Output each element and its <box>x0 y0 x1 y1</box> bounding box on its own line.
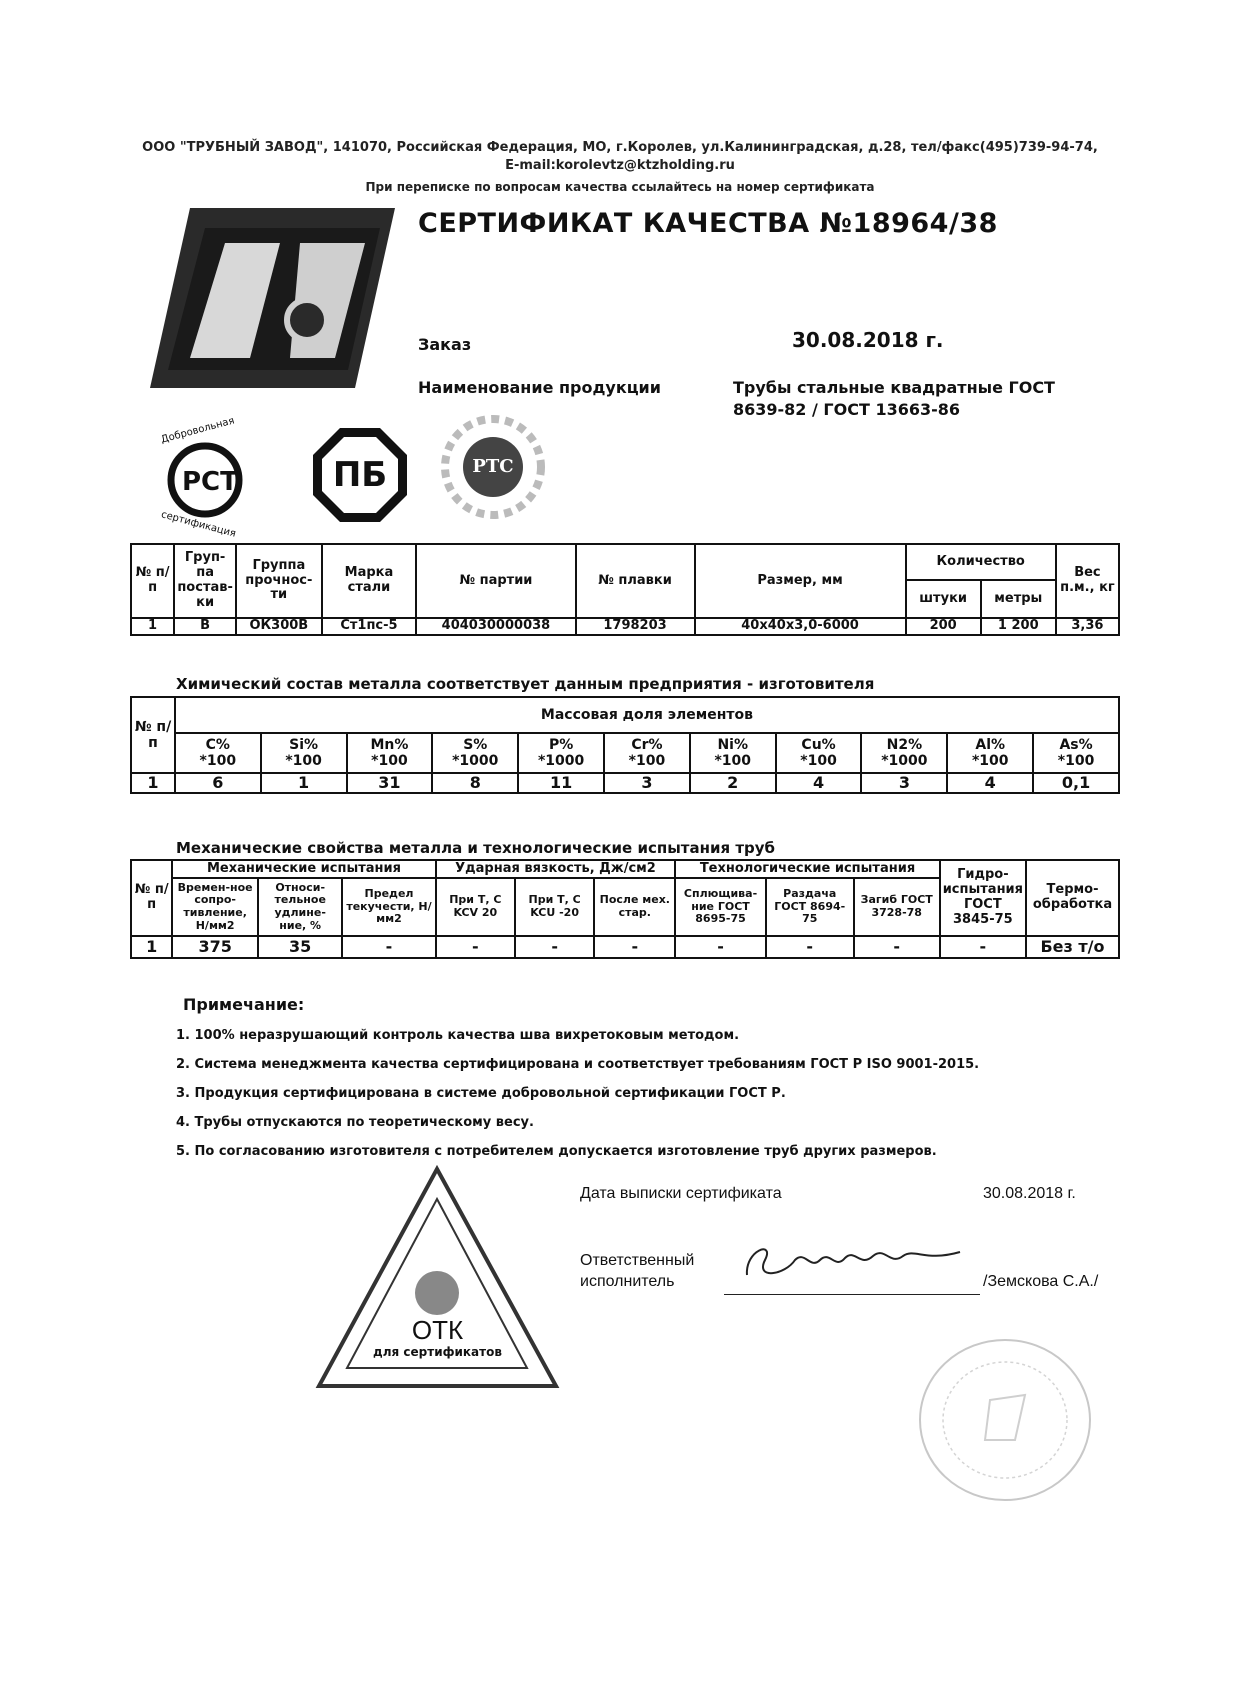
chem-val-si: 1 <box>261 773 347 793</box>
order-date: 30.08.2018 г. <box>792 328 944 352</box>
mech-group-mechanical: Механические испытания <box>172 860 435 878</box>
mech-col-flattening: Сплющива-ние ГОСТ 8695-75 <box>675 878 765 936</box>
el-unit: *100 <box>285 753 322 769</box>
mech-col-tensile: Времен-ное сопро-тивление, Н/мм2 <box>172 878 258 936</box>
chem-el-n2 <box>861 733 947 773</box>
table-row <box>131 618 1119 635</box>
chem-val-al: 4 <box>947 773 1033 793</box>
el-unit: *1000 <box>452 753 499 769</box>
mech-val-yield: - <box>342 936 435 958</box>
note-item: 3. Продукция сертифицирована в системе добровольной сертификации ГОСТ Р. <box>176 1086 786 1101</box>
chem-el-al <box>947 733 1033 773</box>
mech-val-tensile: 375 <box>172 936 258 958</box>
cell-size: 40х40х3,0-6000 <box>695 618 906 635</box>
cell-steel: Ст1пс-5 <box>322 618 417 635</box>
cell-pieces: 200 <box>906 618 981 635</box>
chem-mass-header: Массовая доля элементов <box>175 697 1119 733</box>
el-name: Ni% <box>717 736 749 753</box>
company-logo <box>150 208 395 388</box>
mech-val-kcu: - <box>515 936 594 958</box>
mech-title: Механические свойства металла и технологические испытания труб <box>176 839 775 857</box>
chem-val-n2: 3 <box>861 773 947 793</box>
certificate-title: СЕРТИФИКАТ КАЧЕСТВА №18964/38 <box>418 208 998 239</box>
product-label: Наименование продукции <box>418 378 661 397</box>
el-unit: *100 <box>371 753 408 769</box>
el-unit: *100 <box>199 753 237 769</box>
el-name: Cr% <box>631 736 663 753</box>
rtc-text: РТС <box>472 456 514 477</box>
table-row <box>131 936 1119 958</box>
el-name: Si% <box>289 736 319 753</box>
otk-subtext: для сертификатов <box>373 1345 502 1359</box>
order-label: Заказ <box>418 335 472 354</box>
el-name: S% <box>463 736 488 753</box>
chem-col-num: № п/п <box>131 697 175 773</box>
chem-val-p: 11 <box>518 773 604 793</box>
mech-col-num: № п/п <box>131 860 172 936</box>
el-name: Al% <box>975 736 1006 753</box>
mech-val-hydro: - <box>940 936 1026 958</box>
col-delivery-group: Груп-па постав-ки <box>174 544 236 618</box>
el-name: P% <box>548 736 574 753</box>
cell-num: 1 <box>131 618 174 635</box>
chem-val-c: 6 <box>175 773 261 793</box>
el-name: С% <box>205 736 230 753</box>
col-steel-grade: Марка стали <box>322 544 417 618</box>
cell-melt: 1798203 <box>576 618 695 635</box>
chem-el-s <box>432 733 518 773</box>
cell-strength: ОК300В <box>236 618 322 635</box>
mech-col-aging: После мех. стар. <box>594 878 675 936</box>
product-name-line1: Трубы стальные квадратные ГОСТ <box>733 378 1055 397</box>
col-pieces: штуки <box>906 580 981 618</box>
el-unit: *1000 <box>537 753 585 769</box>
mech-col-heat: Термо-обработка <box>1026 860 1119 936</box>
mech-col-hydro: Гидро-испытания ГОСТ 3845-75 <box>940 860 1026 936</box>
correspondence-note: При переписке по вопросам качества ссылайтесь на номер сертификата <box>365 180 875 194</box>
table-row <box>131 773 1119 793</box>
col-lot-number: № партии <box>416 544 575 618</box>
mech-val-kcv: - <box>436 936 515 958</box>
company-seal <box>915 1335 1095 1505</box>
chem-val-mn: 31 <box>347 773 433 793</box>
mech-group-tech: Технологические испытания <box>675 860 939 878</box>
otk-stamp <box>315 1165 560 1390</box>
responsible-label-2: исполнитель <box>580 1273 675 1290</box>
el-unit: *1000 <box>881 753 928 769</box>
mech-val-heat: Без т/о <box>1026 936 1119 958</box>
chem-row-num: 1 <box>131 773 175 793</box>
mech-val-flattening: - <box>675 936 765 958</box>
chem-el-mn <box>347 733 433 773</box>
mech-col-yield: Предел текучести, Н/мм2 <box>342 878 435 936</box>
chem-val-cr: 3 <box>604 773 690 793</box>
company-address: ООО "ТРУБНЫЙ ЗАВОД", 141070, Российская Федерация, МО, г.Королев, ул.Калининградская, д.28, тел/факс(495)739-94-74, <box>142 140 1098 155</box>
cell-lot: 404030000038 <box>416 618 575 635</box>
chem-val-cu: 4 <box>776 773 862 793</box>
product-name-line2: 8639-82 / ГОСТ 13663-86 <box>733 400 961 419</box>
chem-el-cr <box>604 733 690 773</box>
rst-mark: РСТ <box>182 467 238 497</box>
mech-col-bending: Загиб ГОСТ 3728-78 <box>854 878 940 936</box>
rst-top-text: Добровольная <box>159 415 236 446</box>
col-melt-number: № плавки <box>576 544 695 618</box>
el-name: As% <box>1059 736 1093 753</box>
el-unit: *100 <box>1057 753 1095 769</box>
chem-val-ni: 2 <box>690 773 776 793</box>
mech-col-kcu: При Т, С KCU -20 <box>515 878 594 936</box>
otk-text: ОТК <box>411 1315 464 1345</box>
mech-val-elongation: 35 <box>258 936 342 958</box>
note-item: 2. Система менеджмента качества сертифицирована и соответствует требованиям ГОСТ Р ISO 9001-2015. <box>176 1057 980 1072</box>
notes-title: Примечание: <box>183 995 305 1014</box>
col-strength-group: Группа прочнос-ти <box>236 544 322 618</box>
note-item: 5. По согласованию изготовителя с потребителем допускается изготовление труб других размеров. <box>176 1144 937 1159</box>
el-name: Mn% <box>370 736 409 753</box>
chem-el-as <box>1033 733 1119 773</box>
el-unit: *100 <box>800 753 837 769</box>
mech-col-kcv: При Т, С KCV 20 <box>436 878 515 936</box>
mech-val-bending: - <box>854 936 940 958</box>
el-unit: *100 <box>714 753 752 769</box>
chem-el-p <box>518 733 604 773</box>
el-name: Cu% <box>801 736 836 753</box>
chem-val-s: 8 <box>432 773 518 793</box>
chem-el-c <box>175 733 261 773</box>
signature-line <box>724 1294 980 1295</box>
el-unit: *100 <box>971 753 1009 769</box>
pb-logo <box>310 425 410 525</box>
col-num: № п/п <box>131 544 174 618</box>
chem-el-ni <box>690 733 776 773</box>
el-unit: *100 <box>628 753 666 769</box>
col-meters: метры <box>981 580 1056 618</box>
product-table <box>130 543 1120 636</box>
company-email: E-mail:korolevtz@ktzholding.ru <box>505 158 735 173</box>
responsible-label-1: Ответственный <box>580 1252 695 1269</box>
cell-meters: 1 200 <box>981 618 1056 635</box>
chem-val-as: 0,1 <box>1033 773 1119 793</box>
chem-el-si <box>261 733 347 773</box>
mechanical-table <box>130 859 1120 959</box>
responsible-name: /Земскова С.А./ <box>983 1273 1099 1290</box>
rst-logo <box>150 415 260 540</box>
cell-weight: 3,36 <box>1056 618 1119 635</box>
col-quantity: Количество <box>906 544 1056 580</box>
mech-val-aging: - <box>594 936 675 958</box>
issue-date-label: Дата выписки сертификата <box>580 1185 782 1202</box>
cell-group: В <box>174 618 236 635</box>
rst-bottom-text: сертификация <box>159 509 237 540</box>
note-item: 4. Трубы отпускаются по теоретическому весу. <box>176 1115 534 1130</box>
col-weight: Вес п.м., кг <box>1056 544 1119 618</box>
signature <box>735 1230 965 1290</box>
chem-title: Химический состав металла соответствует данным предприятия - изготовителя <box>176 675 875 693</box>
mech-val-flaring: - <box>766 936 854 958</box>
mech-col-flaring: Раздача ГОСТ 8694-75 <box>766 878 854 936</box>
pb-text: ПБ <box>332 455 388 495</box>
el-name: N2% <box>886 736 923 753</box>
mech-row-num: 1 <box>131 936 172 958</box>
chemistry-table <box>130 696 1120 794</box>
chem-el-cu <box>776 733 862 773</box>
mech-group-impact: Ударная вязкость, Дж/см2 <box>436 860 676 878</box>
col-size: Размер, мм <box>695 544 906 618</box>
issue-date: 30.08.2018 г. <box>983 1185 1076 1202</box>
note-item: 1. 100% неразрушающий контроль качества шва вихретоковым методом. <box>176 1028 740 1043</box>
rtc-logo <box>438 412 548 522</box>
mech-col-elongation: Относи-тельное удлине-ние, % <box>258 878 342 936</box>
